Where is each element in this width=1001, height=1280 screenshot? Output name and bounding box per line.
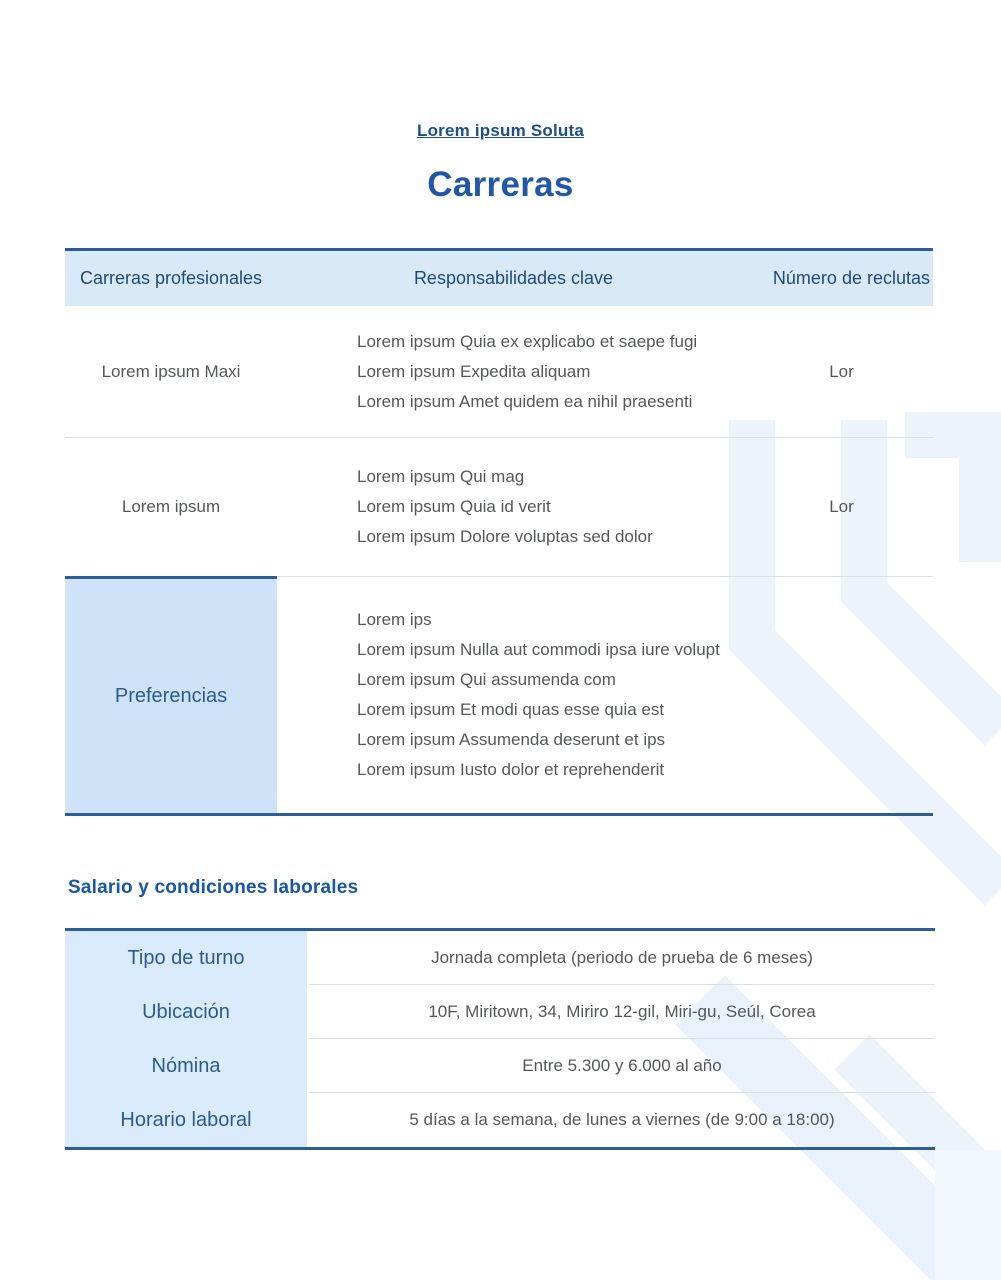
career-name-cell: Lorem ipsum Maxi — [101, 361, 241, 381]
salary-row-value: 5 días a la semana, de lunes a viernes (de 9:00 a 18:00) — [409, 1110, 835, 1129]
document-link[interactable]: Lorem ipsum Soluta — [416, 121, 584, 140]
recruits-cell: Lor — [829, 361, 854, 381]
table-row — [65, 437, 933, 576]
responsibility-line: Lorem ipsum Nulla aut commodi ipsa iure volupt — [357, 640, 720, 659]
responsibility-line: Lorem ipsum Qui mag — [357, 467, 525, 486]
responsibility-line: Lorem ipsum Expedita aliquam — [357, 361, 591, 381]
table-row — [65, 306, 933, 437]
salary-row-value: 10F, Miritown, 34, Miriro 12-gil, Miri-gu, Seúl, Corea — [309, 985, 935, 1039]
salary-section-heading: Salario y condiciones laborales — [68, 877, 359, 898]
responsibility-line: Lorem ipsum Assumenda deserunt et ips — [357, 730, 666, 749]
table-row — [65, 985, 935, 1039]
responsibility-line: Lorem ipsum Quia ex explicabo et saepe fugi — [357, 331, 698, 351]
recruits-cell: Lor — [829, 497, 854, 516]
responsibility-line: Lorem ipsum Dolore voluptas sed dolor — [357, 527, 653, 546]
responsibility-line: Lorem ipsum Qui assumenda com — [357, 670, 616, 689]
recruits-cell — [750, 577, 933, 813]
salary-row-label: Ubicación — [65, 985, 307, 1039]
responsibility-line: Lorem ipsum Iusto dolor et reprehenderit — [357, 760, 665, 779]
salary-row-label: Tipo de turno — [65, 931, 307, 985]
table-row — [65, 931, 935, 985]
careers-table — [65, 248, 933, 816]
salary-row-value: Entre 5.300 y 6.000 al año — [309, 1039, 935, 1093]
salary-row-label: Horario laboral — [65, 1093, 307, 1147]
responsibility-line: Lorem ipsum Amet quidem ea nihil praesenti — [357, 391, 693, 411]
career-name-cell: Lorem ipsum — [121, 497, 221, 516]
responsibility-line: Lorem ipsum Et modi quas esse quia est — [357, 700, 665, 719]
careers-table-header-row — [65, 251, 933, 306]
column-header-responsibilities: Responsabilidades clave — [413, 268, 614, 288]
salary-row-value: Jornada completa (periodo de prueba de 6 meses) — [309, 931, 935, 985]
responsibility-line: Lorem ips — [357, 610, 432, 629]
table-row — [65, 1093, 935, 1147]
page-title: Carreras — [427, 165, 574, 204]
column-header-recruits: Número de reclutas — [772, 268, 930, 288]
salary-row-label: Nómina — [65, 1039, 307, 1093]
column-header-careers: Carreras profesionales — [79, 268, 263, 288]
table-row — [65, 1039, 935, 1093]
responsibilities-cell — [277, 577, 750, 813]
preferences-detail-area — [277, 576, 933, 813]
responsibilities-cell — [277, 306, 750, 437]
responsibilities-cell — [277, 438, 750, 576]
salary-table — [65, 928, 935, 1150]
responsibility-line: Lorem ipsum Quia id verit — [357, 497, 551, 516]
preferences-highlight-cell: Preferencias — [65, 576, 277, 813]
table-row-highlighted — [65, 576, 933, 813]
